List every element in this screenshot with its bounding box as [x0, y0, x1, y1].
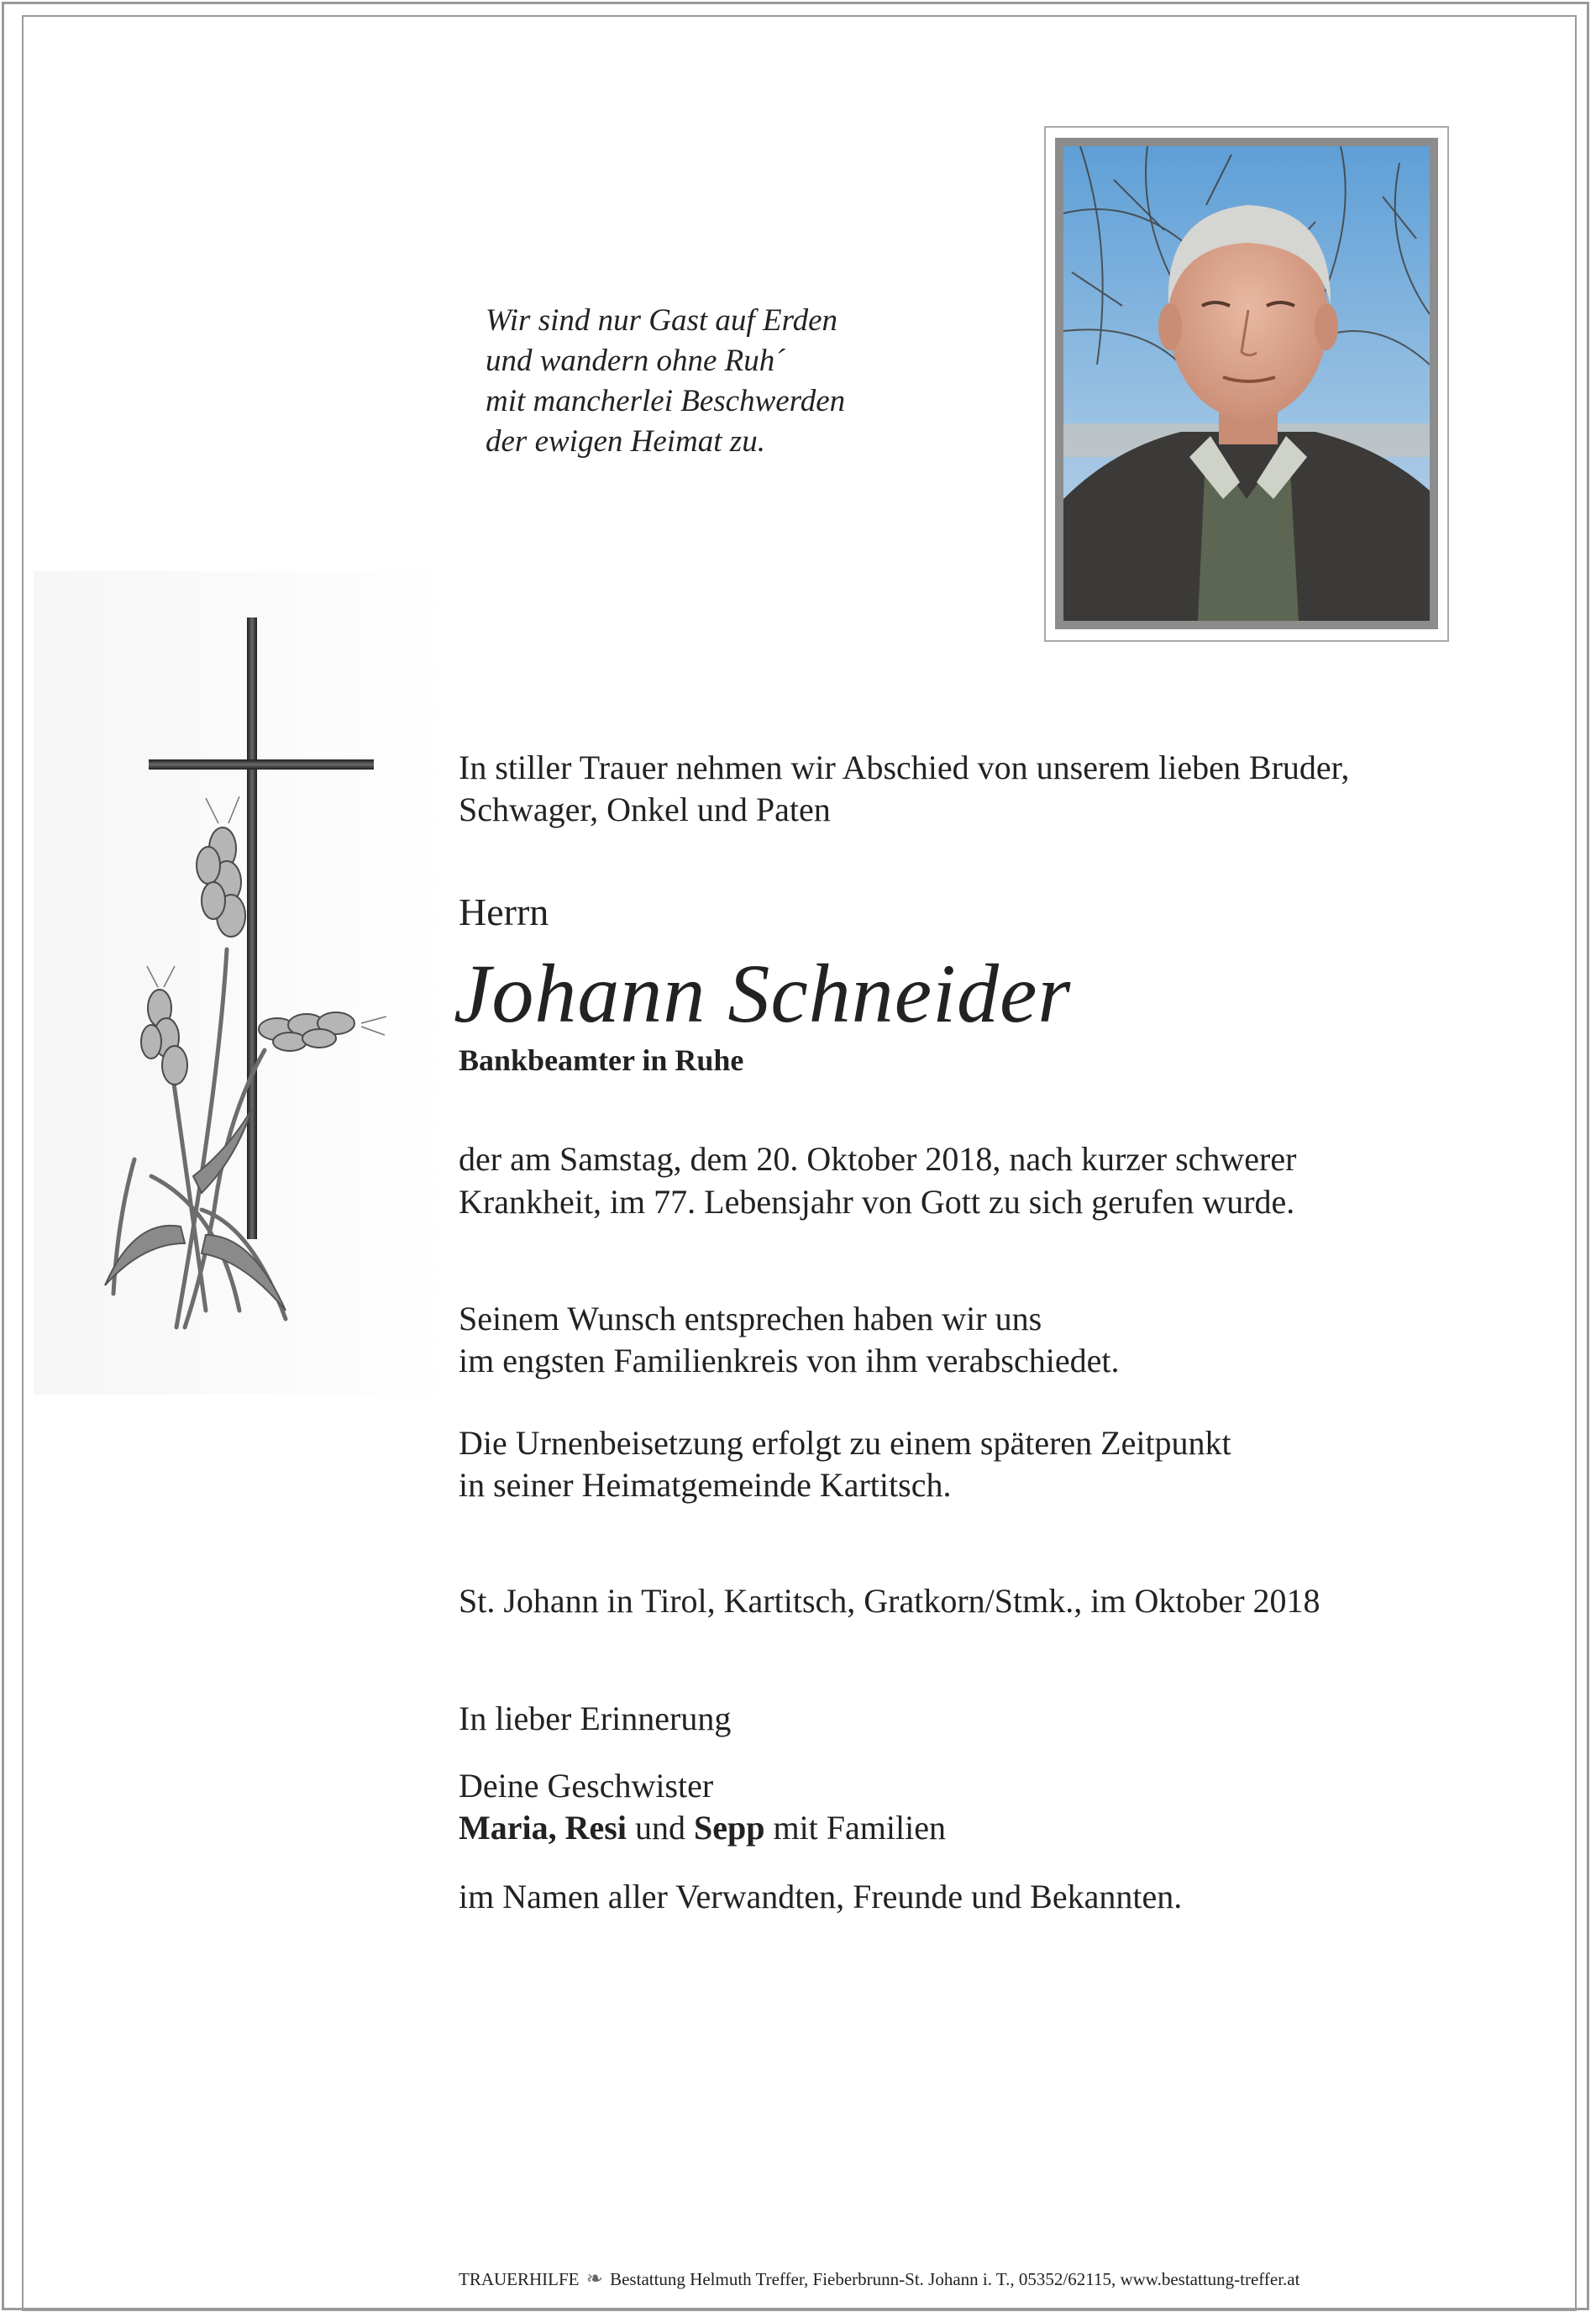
death-line: der am Samstag, dem 20. Oktober 2018, nach kurzer schwerer [459, 1140, 1297, 1178]
portrait-image [1063, 146, 1430, 621]
remembrance: In lieber Erinnerung [459, 1700, 732, 1737]
deceased-name: Johann Schneider [454, 947, 1072, 1040]
family-label: Deine Geschwister [459, 1767, 714, 1805]
wish-line: im engsten Familienkreis von ihm verabschiedet. [459, 1342, 1120, 1379]
poem-line: der ewigen Heimat zu. [486, 424, 765, 459]
intro-line: Schwager, Onkel und Paten [459, 791, 831, 828]
family-name: Sepp [693, 1809, 765, 1847]
poem [486, 301, 956, 462]
family-suffix: mit Familien [773, 1809, 946, 1847]
family-names [459, 1806, 946, 1850]
poem-line: und wandern ohne Ruh´ [486, 344, 785, 378]
deceased-title: Bankbeamter in Ruhe [459, 1043, 744, 1077]
family-name: Resi [564, 1809, 627, 1847]
closing-line: im Namen aller Verwandten, Freunde und Bekannten. [459, 1878, 1183, 1915]
wish-line: Seinem Wunsch entsprechen haben wir uns [459, 1300, 1042, 1337]
dove-icon: ❧ [585, 2268, 603, 2290]
cross-wheat-icon [34, 571, 449, 1395]
family-connector: und [634, 1809, 685, 1847]
intro-line: In stiller Trauer nehmen wir Abschied von unserem lieben Bruder, [459, 749, 1350, 786]
salutation: Herrn [459, 891, 549, 933]
family-name: Maria, [459, 1809, 557, 1847]
place-date: St. Johann in Tirol, Kartitsch, Gratkorn/Stmk., im Oktober 2018 [459, 1582, 1320, 1620]
footer-text: Bestattung Helmuth Treffer, Fieberbrunn-St. Johann i. T., 05352/62115, www.bestattung-treffer.at [610, 2269, 1300, 2289]
portrait-photo [1055, 138, 1438, 629]
footer [459, 2268, 1299, 2290]
footer-brand: TRAUERHILFE [459, 2269, 580, 2289]
death-line: Krankheit, im 77. Lebensjahr von Gott zu sich gerufen wurde. [459, 1183, 1295, 1221]
burial-line: Die Urnenbeisetzung erfolgt zu einem späteren Zeitpunkt [459, 1424, 1231, 1462]
poem-line: Wir sind nur Gast auf Erden [486, 303, 838, 338]
poem-line: mit mancherlei Beschwerden [486, 384, 846, 418]
burial-line: in seiner Heimatgemeinde Kartitsch. [459, 1466, 952, 1504]
